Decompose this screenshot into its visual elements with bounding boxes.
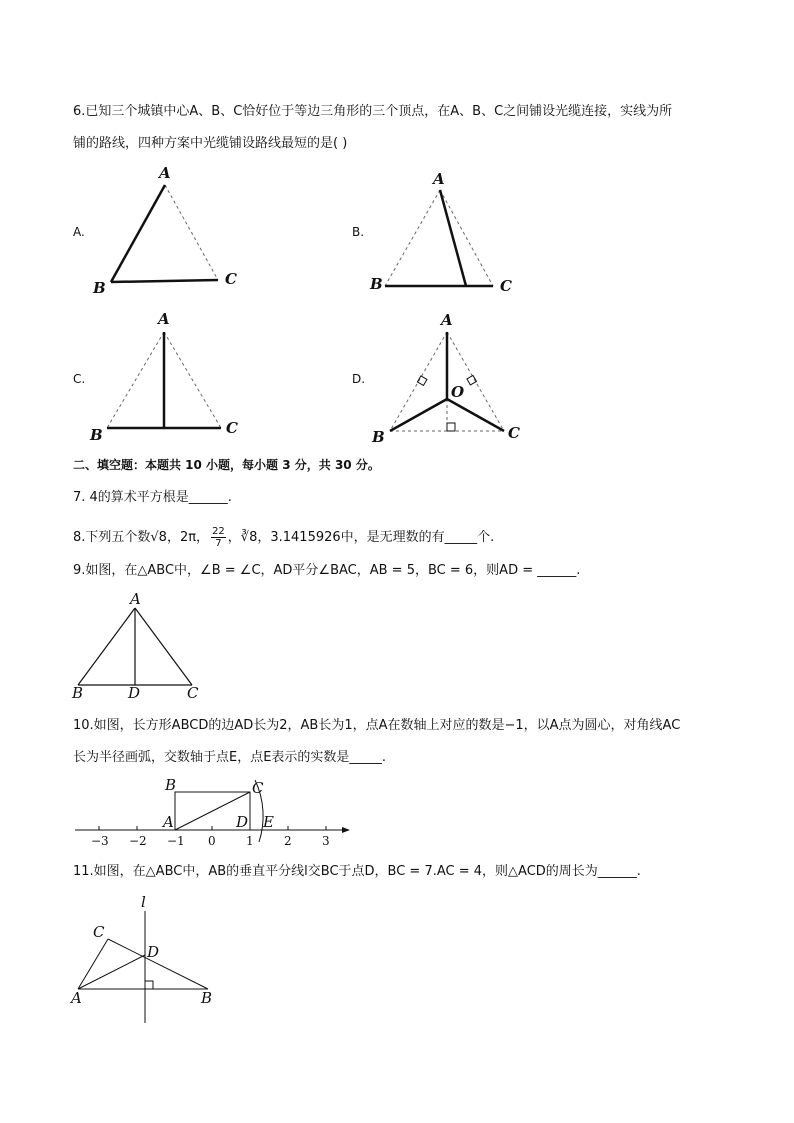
q11-stem: 11.如图，在△ABC中，AB的垂直平分线l交BC于点D，BC = 7.AC = 4，则△ACD的周长为______. [73, 864, 641, 879]
q6c-label-a: A [158, 310, 170, 328]
q10-label-c: C [252, 779, 264, 797]
q9-stem: 9.如图，在△ABC中，∠B = ∠C，AD平分∠BAC，AB = 5，BC = 6，则AD = ______. [73, 563, 581, 578]
q8-fraction [211, 526, 226, 549]
q8-fraction-numerator: 22 [212, 526, 225, 537]
q10-label-b: B [165, 776, 177, 794]
q8-fraction-denominator: 7 [215, 538, 222, 549]
section-title: 二、填空题：本题共 10 小题，每小题 3 分，共 30 分。 [73, 458, 380, 472]
q9-label-a: A [130, 590, 141, 608]
q10-tick-neg3: −3 [91, 834, 109, 848]
q9-figure [70, 590, 210, 705]
q6-option-c-label: C. [73, 372, 86, 386]
q6-option-b-label: B. [352, 225, 365, 239]
q6b-label-b: B [370, 275, 383, 293]
q6-option-d-label: D. [352, 372, 366, 386]
q6d-label-o: O [451, 383, 465, 401]
q6-option-a-label: A. [73, 225, 85, 239]
q10-label-d: D [236, 813, 249, 831]
q6-figure-b [365, 165, 535, 300]
q11-label-c: C [93, 923, 105, 941]
q10-label-e: E [263, 813, 274, 831]
q10-stem-line2: 长为半径画弧，交数轴于点E，点E表示的实数是_____. [73, 750, 387, 765]
q6b-label-c: C [500, 277, 512, 295]
q11-label-b: B [201, 989, 213, 1007]
q6d-label-a: A [441, 311, 453, 329]
q10-tick-1: 1 [246, 834, 254, 848]
q10-tick-3: 3 [322, 834, 330, 848]
q9-label-b: B [72, 684, 84, 702]
q10-label-a: A [163, 813, 174, 831]
q6d-label-b: B [372, 428, 385, 446]
q10-stem-line1: 10.如图，长方形ABCD的边AD长为2，AB长为1，点A在数轴上对应的数是−1，以A点为圆心，对角线AC [73, 718, 681, 733]
q11-figure [65, 893, 225, 1028]
q11-label-l: l [141, 893, 146, 911]
q6-figure-c [85, 305, 255, 445]
q10-tick-neg1: −1 [167, 834, 185, 848]
q11-label-a: A [71, 989, 82, 1007]
q9-label-d: D [128, 684, 141, 702]
q6a-label-a: A [159, 164, 171, 182]
q10-number-line-ticks [70, 830, 360, 850]
q6-stem-line2: 铺的路线，四种方案中光缆铺设路线最短的是( ) [73, 136, 348, 151]
q6c-label-c: C [226, 419, 238, 437]
q6c-label-b: B [90, 426, 103, 444]
q8-stem [73, 526, 494, 549]
q7-stem: 7. 4的算术平方根是______. [73, 490, 232, 505]
q6-stem-line1: 6.已知三个城镇中心A、B、C恰好位于等边三角形的三个顶点，在A、B、C之间铺设光缆连接，实线为所 [73, 104, 673, 119]
q8-stem-after: ，∛8，3.1415926中，是无理数的有_____个. [227, 530, 495, 545]
q6-figure-a [85, 160, 255, 300]
q10-tick-0: 0 [208, 834, 216, 848]
q11-label-d: D [147, 943, 160, 961]
q8-stem-before: 8.下列五个数√8，2π， [73, 530, 210, 545]
q6d-label-c: C [508, 424, 520, 442]
q6a-label-c: C [225, 270, 237, 288]
q10-tick-2: 2 [284, 834, 292, 848]
q6-figure-d [365, 305, 535, 445]
q6a-label-b: B [93, 279, 106, 297]
q10-tick-neg2: −2 [129, 834, 147, 848]
q9-label-c: C [187, 684, 199, 702]
q6b-label-a: A [433, 170, 445, 188]
